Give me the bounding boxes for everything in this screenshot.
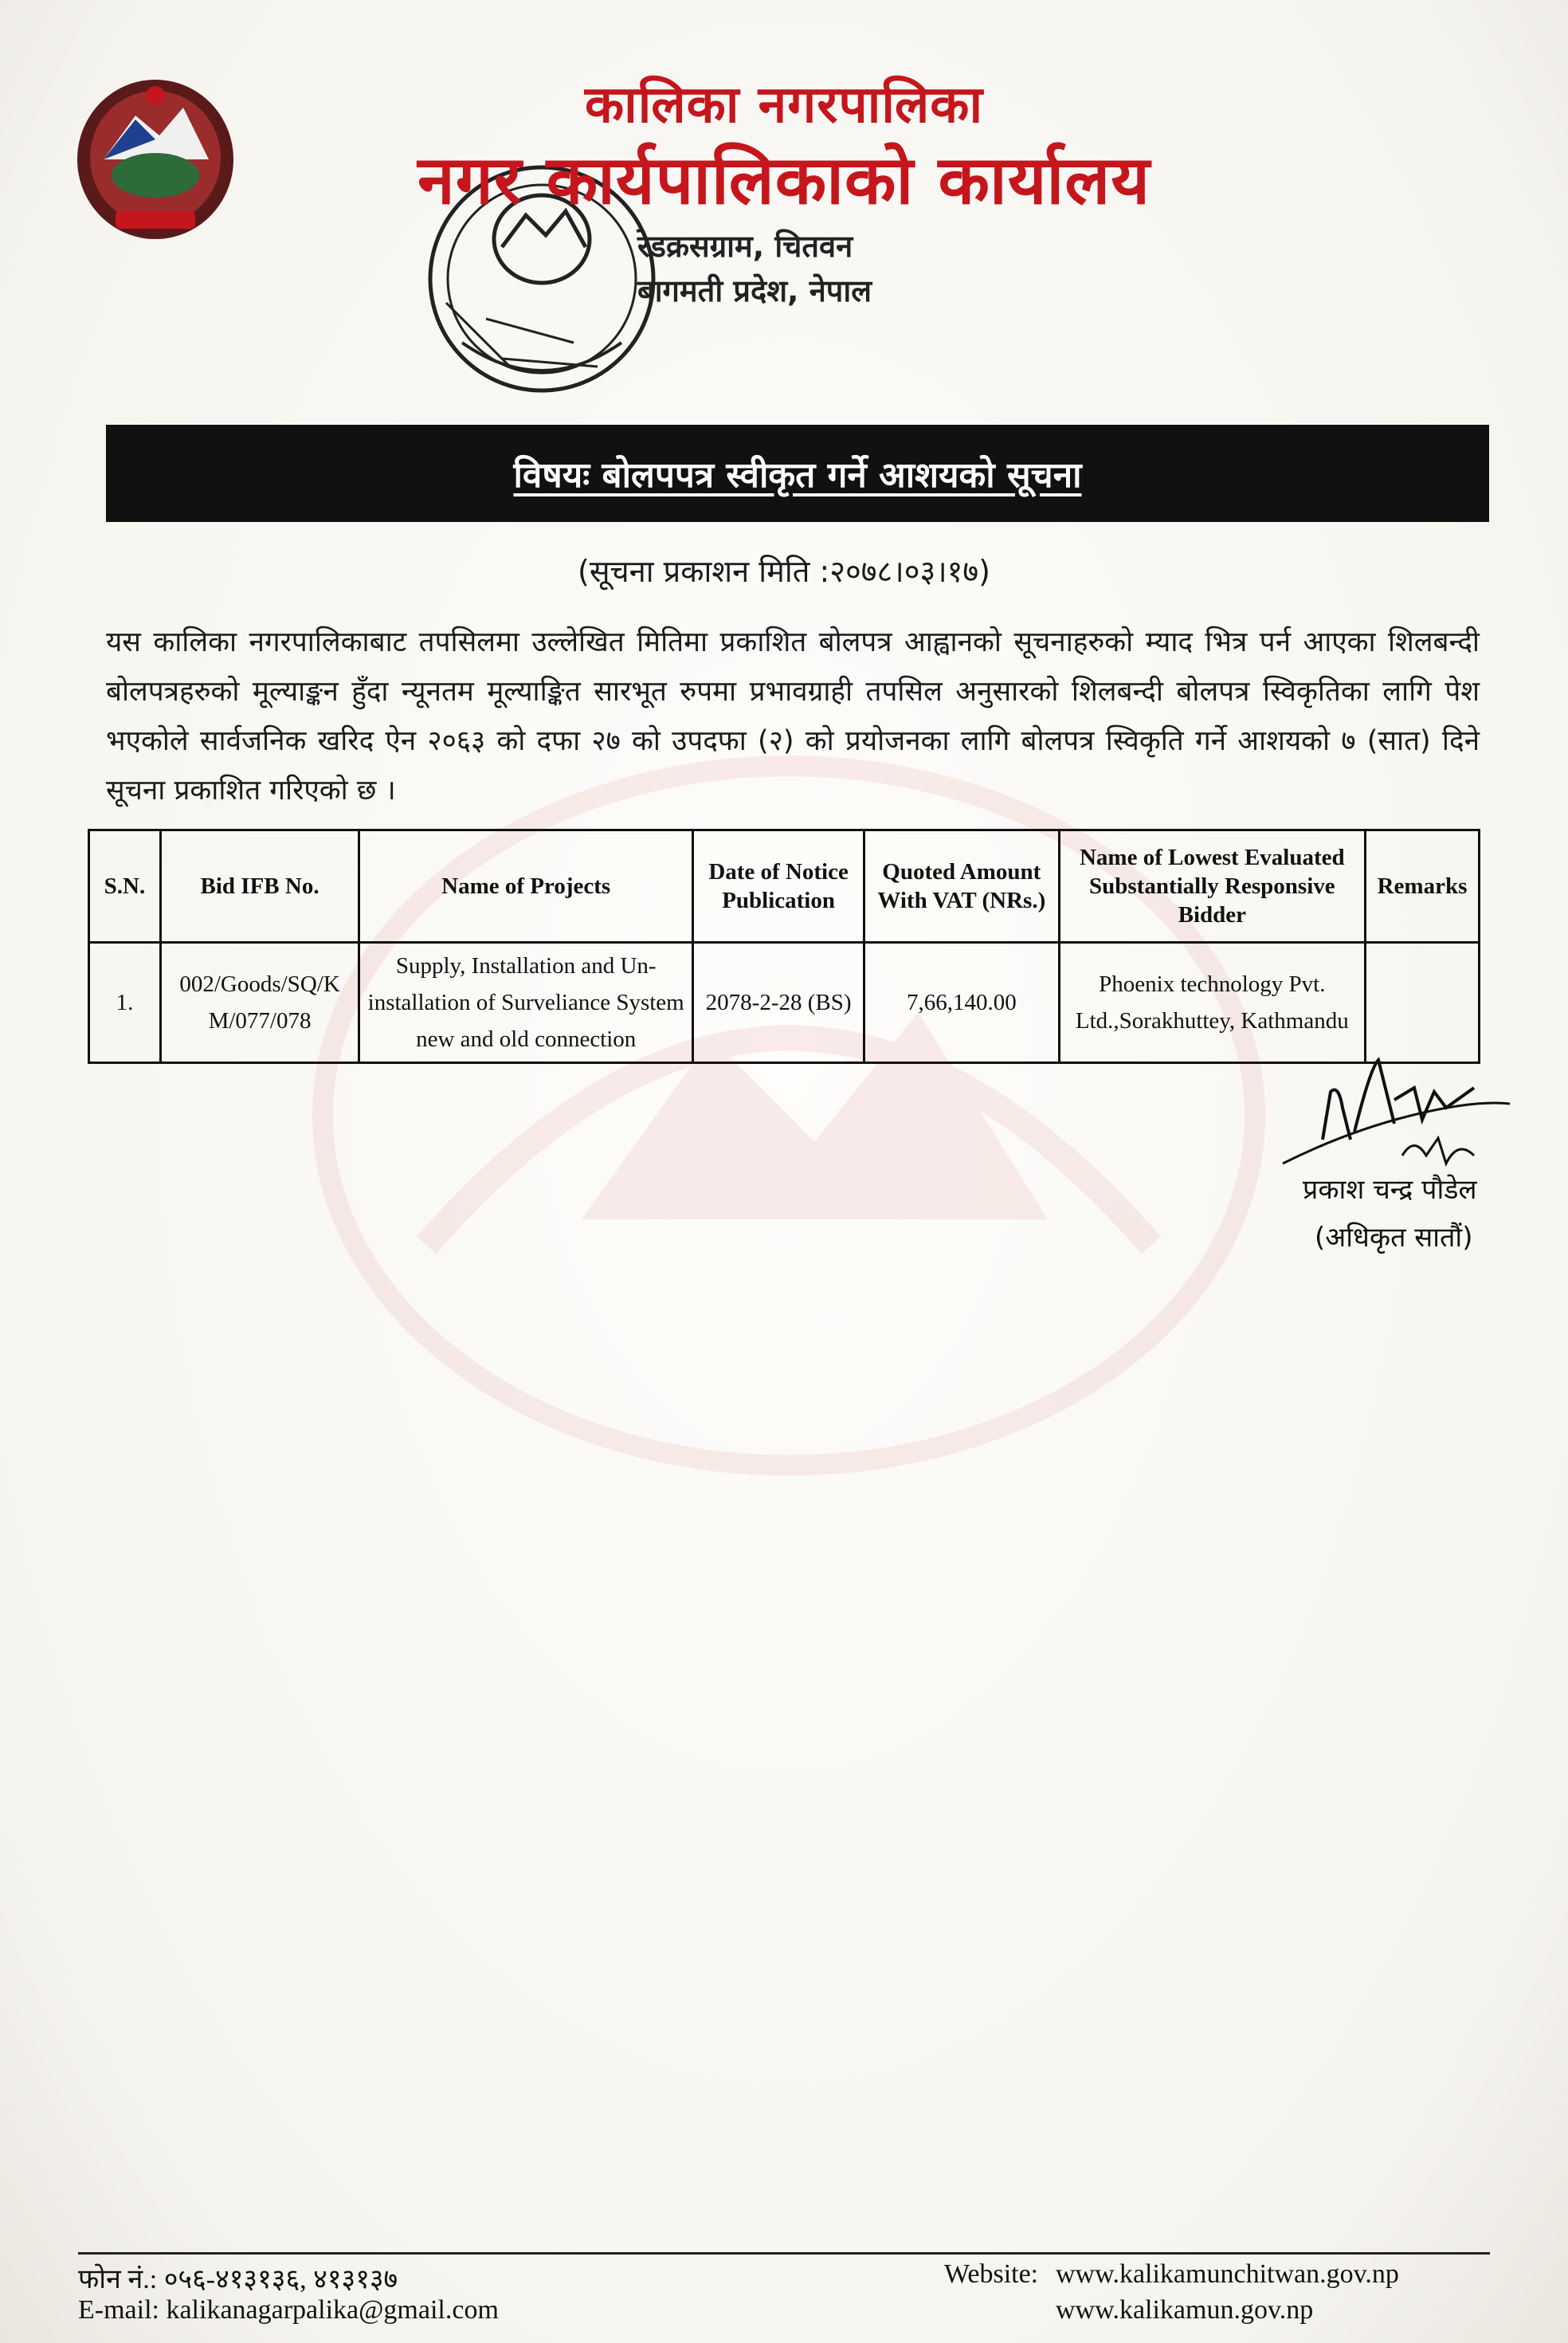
cell-bid-no: 002/Goods/SQ/KM/077/078 xyxy=(160,943,359,1063)
footer-email: E-mail: kalikanagarpalika@gmail.com xyxy=(78,2295,499,2325)
signature-icon xyxy=(1275,1044,1514,1179)
footer-website-1[interactable]: www.kalikamunchitwan.gov.np xyxy=(1056,2259,1399,2289)
cell-sn: 1. xyxy=(89,943,161,1063)
notice-body: यस कालिका नगरपालिकाबाट तपसिलमा उल्लेखित मितिमा प्रकाशित बोलपत्र आह्वानको सूचनाहरुको म्याद भित्र पर्न आएका शिलबन्दी बोलपत्रहरुको मूल्याङ्कन हुँदा न्यूनतम मूल्याङ्कित सारभूत रुपमा प्रभावग्राही तपसिल अनुसारको शिलबन्दी बोलपत्र स्विकृतिका लागि पेश भएकोले सार्वजनिक खरिद ऐन २०६३ को दफा २७ को उपदफा (२) को प्रयोजनका लागि बोलपत्र स्विकृति गर्ने आशयको ७ (सात) दिने सूचना प्रकाशित गरिएको छ । xyxy=(106,626,1480,807)
header-project: Name of Projects xyxy=(359,830,693,943)
header-date: Date of Notice Publication xyxy=(693,830,864,943)
subject-banner xyxy=(106,425,1489,522)
address-line-2: बागमती प्रदेश, नेपाल xyxy=(637,273,872,308)
table-row xyxy=(89,943,1480,1063)
footer-phone: फोन नं.: ०५६-४१३१३६, ४१३१३७ xyxy=(78,2265,398,2294)
header-bid-no: Bid IFB No. xyxy=(160,830,359,943)
cell-bidder: Phoenix technology Pvt. Ltd.,Sorakhuttey, Kathmandu xyxy=(1059,943,1365,1063)
subject-title: विषयः बोलपपत्र स्वीकृत गर्ने आशयको सूचना xyxy=(513,455,1082,496)
header-bidder: Name of Lowest Evaluated Substantially Responsive Bidder xyxy=(1059,830,1365,943)
office-name: नगर कार्यपालिकाको कार्यालय xyxy=(417,141,1151,219)
header-sn: S.N. xyxy=(89,830,161,943)
table-header-row xyxy=(89,830,1480,943)
header-remarks: Remarks xyxy=(1366,830,1480,943)
footer-divider xyxy=(78,2252,1490,2255)
bid-table xyxy=(88,829,1480,1064)
header-amount: Quoted Amount With VAT (NRs.) xyxy=(864,830,1059,943)
footer-website-2[interactable]: www.kalikamun.gov.np xyxy=(1056,2295,1314,2325)
signer-name: प्रकाश चन्द्र पौडेल xyxy=(1303,1174,1477,1206)
cell-amount: 7,66,140.00 xyxy=(864,943,1059,1063)
address-line-1: रेडक्रसग्राम, चितवन xyxy=(637,229,853,264)
municipality-name: कालिका नगरपालिका xyxy=(584,76,984,135)
cell-date: 2078-2-28 (BS) xyxy=(693,943,864,1063)
publication-date: (सूचना प्रकाशन मिति :२०७८।०३।१७) xyxy=(578,554,990,589)
cell-project: Supply, Installation and Un-installation of Surveliance System new and old connection xyxy=(359,943,693,1063)
footer-website-label: Website: xyxy=(944,2259,1039,2289)
signer-title: (अधिकृत सातौं) xyxy=(1315,1222,1473,1254)
